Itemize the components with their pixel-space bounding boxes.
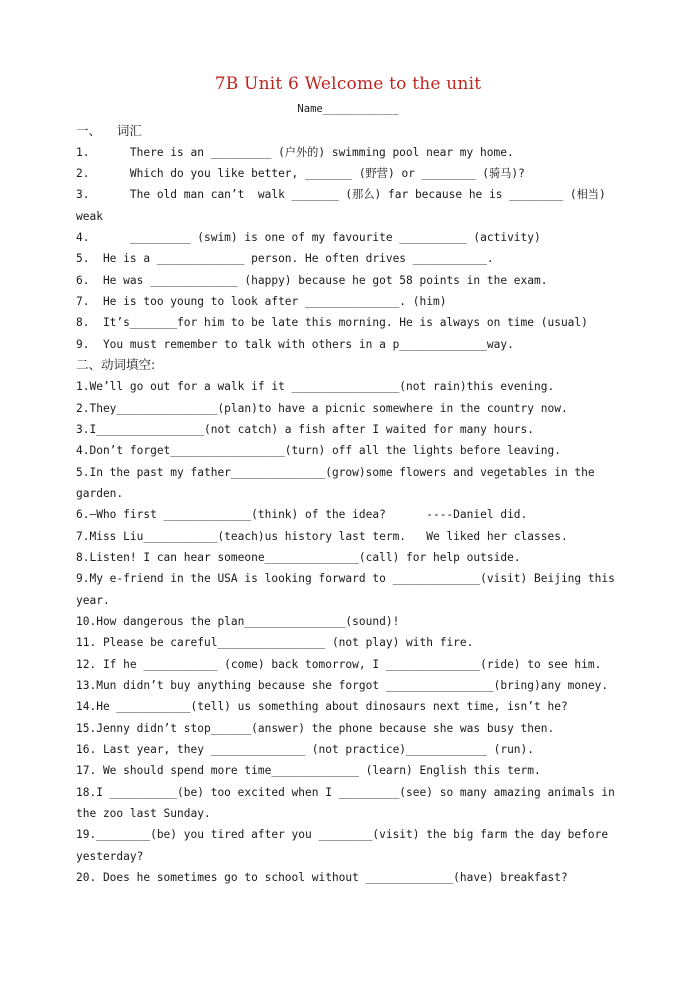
vocab-item-5: 5. He is a _____________ person. He often drives ___________. [76,252,494,265]
vocab-item-4: 4. _________ (swim) is one of my favourite __________ (activity) [76,231,541,244]
vocab-item-8: 8. It’s_______for him to be late this morning. He is always on time (usual) [76,316,588,329]
verb-item-18-continued: the zoo last Sunday. [76,807,211,820]
verb-item-5-continued: garden. [76,487,124,500]
verb-item-18: 18.I __________(be) too excited when I _________(see) so many amazing animals in [76,786,615,799]
vocab-item-3-continued: weak [76,210,103,223]
vocab-item-1: 1. There is an _________ (户外的) swimming pool near my home. [76,146,514,159]
verb-item-9-continued: year. [76,594,110,607]
verb-item-7: 7.Miss Liu___________(teach)us history last term. We liked her classes. [76,530,568,543]
verb-item-9: 9.My e-friend in the USA is looking forward to _____________(visit) Beijing this [76,572,615,585]
verb-item-6: 6.—Who first _____________(think) of the idea? ----Daniel did. [76,508,528,521]
verb-item-12: 12. If he ___________ (come) back tomorrow, I ______________(ride) to see him. [76,658,602,671]
verb-item-3: 3.I________________(not catch) a fish after I waited for many hours. [76,423,535,436]
verb-item-11: 11. Please be careful________________ (not play) with fire. [76,636,474,649]
verb-item-15: 15.Jenny didn’t stop______(answer) the phone because she was busy then. [76,722,555,735]
name-field-label: Name____________ [297,103,399,115]
vocab-item-6: 6. He was _____________ (happy) because he got 58 points in the exam. [76,274,548,287]
verb-item-14: 14.He ___________(tell) us something about dinosaurs next time, isn’t he? [76,700,568,713]
worksheet-title: 7B Unit 6 Welcome to the unit [214,74,482,94]
verb-item-19-continued: yesterday? [76,850,144,863]
verb-item-4: 4.Don’t forget_________________(turn) off all the lights before leaving. [76,444,561,457]
verb-item-20: 20. Does he sometimes go to school without _____________(have) breakfast? [76,871,568,884]
verb-item-8: 8.Listen! I can hear someone______________(call) for help outside. [76,551,521,564]
vocab-item-2: 2. Which do you like better, _______ (野营) or ________ (骑马)? [76,167,525,180]
section-heading-verb-fill: 二、动词填空: [76,357,156,372]
verb-item-17: 17. We should spend more time_____________ (learn) English this term. [76,764,541,777]
vocab-item-3: 3. The old man can’t walk _______ (那么) far because he is ________ (相当) [76,188,606,201]
vocab-item-7: 7. He is too young to look after ______________. (him) [76,295,447,308]
verb-item-5: 5.In the past my father______________(grow)some flowers and vegetables in the [76,466,595,479]
verb-item-19: 19.________(be) you tired after you ________(visit) the big farm the day before [76,828,609,841]
verb-item-10: 10.How dangerous the plan_______________(sound)! [76,615,400,628]
verb-item-13: 13.Mun didn’t buy anything because she forgot ________________(bring)any money. [76,679,609,692]
verb-item-2: 2.They_______________(plan)to have a picnic somewhere in the country now. [76,402,568,415]
vocab-item-9: 9. You must remember to talk with others in a p_____________way. [76,338,514,351]
verb-item-16: 16. Last year, they ______________ (not practice)____________ (run). [76,743,535,756]
verb-item-1: 1.We’ll go out for a walk if it ________________(not rain)this evening. [76,380,555,393]
section-heading-vocabulary: 一、 词汇 [76,123,142,138]
